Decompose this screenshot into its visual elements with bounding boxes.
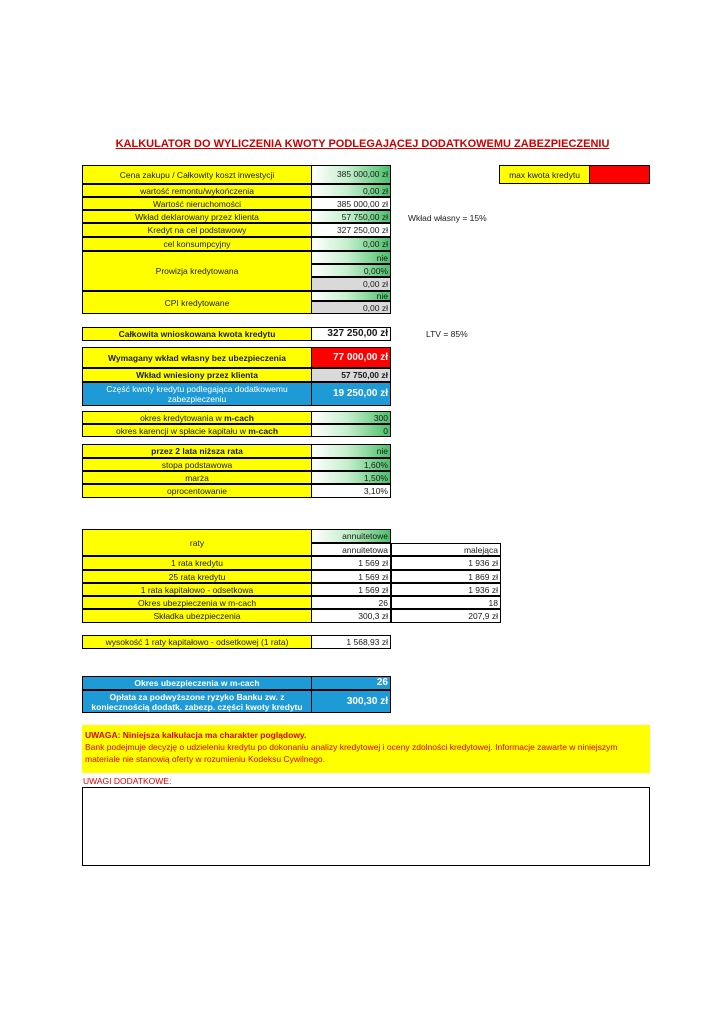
grace-period-label <box>82 424 312 437</box>
required-value: 77 000,00 zł <box>311 347 391 368</box>
insurance-fee-value: 300,30 zł <box>311 690 391 713</box>
base-credit-label: Kredyt na cel podstawowy <box>82 223 312 237</box>
renovation-value[interactable]: 0,00 zł <box>311 184 391 197</box>
total-value: 327 250,00 zł <box>311 327 391 341</box>
table-row-decreasing: 1 869 zł <box>391 570 501 583</box>
table-row-annuity: 26 <box>311 596 391 609</box>
brought-label: Wkład wniesiony przez klienta <box>82 368 312 382</box>
table-row-decreasing: 1 936 zł <box>391 583 501 596</box>
lower-installment-value[interactable]: nie <box>311 444 391 458</box>
warning-text: Bank podejmuje decyzję o udzieleniu kredytu po dokonaniu analizy kredytowej i oceny zdolności kredytowej. Informacje zawarte w niniejszym materiale nie stanowią oferty w rozumieniu Kodeksu Cywilnego. <box>85 742 618 764</box>
commission-amount: 0,00 zł <box>311 277 391 291</box>
margin-value[interactable]: 1,50% <box>311 471 391 484</box>
insured-part-value: 19 250,00 zł <box>311 382 391 406</box>
cpi-flag[interactable]: nie <box>311 291 391 301</box>
table-row-annuity: 1 569 zł <box>311 570 391 583</box>
base-rate-value[interactable]: 1,60% <box>311 458 391 471</box>
commission-percent[interactable]: 0,00% <box>311 264 391 277</box>
brought-value: 57 750,00 zł <box>311 368 391 382</box>
credit-period-label <box>82 411 312 424</box>
first-installment-label: wysokość 1 raty kapitałowo - odsetkowej (1 rata) <box>82 635 312 649</box>
table-row-label: 1 rata kapitałowo - odsetkowa <box>82 583 312 596</box>
own-contribution-value[interactable]: 57 750,00 zł <box>311 210 391 223</box>
interest-value: 3,10% <box>311 484 391 498</box>
grace-period-label-unit: m-cach <box>248 425 279 436</box>
renovation-label: wartość remontu/wykończenia <box>82 184 312 197</box>
col-annuity-header: annuitetowa <box>311 543 391 556</box>
commission-flag[interactable]: nie <box>311 251 391 264</box>
table-row-annuity: 1 569 zł <box>311 556 391 570</box>
commission-label: Prowizja kredytowana <box>82 251 312 291</box>
interest-label: oprocentowanie <box>82 484 312 498</box>
margin-label: marża <box>82 471 312 484</box>
warning-title: UWAGA: Niniejsza kalkulacja ma charakter poglądowy. <box>85 730 307 740</box>
insured-part-label: Część kwoty kredytu podlegająca dodatkowemu zabezpieczeniu <box>82 382 312 406</box>
table-row-decreasing: 18 <box>391 596 501 609</box>
own-contribution-label: Wkład deklarowany przez klienta <box>82 210 312 223</box>
total-label: Całkowita wnioskowana kwota kredytu <box>82 327 312 341</box>
insurance-period-value: 26 <box>311 676 391 690</box>
property-value: 385 000,00 zł <box>311 197 391 210</box>
table-row-label: 25 rata kredytu <box>82 570 312 583</box>
installment-type-select[interactable]: annuitetowe <box>311 529 391 543</box>
max-credit-value <box>589 165 650 184</box>
col-decreasing-header: malejąca <box>391 543 501 556</box>
table-row-label: Okres ubezpieczenia w m-cach <box>82 596 312 609</box>
insurance-period-label: Okres ubezpieczenia w m-cach <box>82 676 312 690</box>
page-title: KALKULATOR DO WYLICZENIA KWOTY PODLEGAJĄCEJ DODATKOWEMU ZABEZPIECZENIU <box>115 138 610 150</box>
table-row-decreasing: 1 936 zł <box>391 556 501 570</box>
insurance-fee-label: Opłata za podwyższone ryzyko Banku zw. z koniecznością dodatk. zabezp. części kwoty kredytu <box>82 690 312 713</box>
remarks-label: UWAGI DODATKOWE: <box>83 776 172 786</box>
table-row-label: 1 rata kredytu <box>82 556 312 570</box>
purchase-label: Cena zakupu / Całkowity koszt inwestycji <box>82 165 312 184</box>
base-rate-label: stopa podstawowa <box>82 458 312 471</box>
cpi-label: CPI kredytowane <box>82 291 312 314</box>
property-value-label: Wartość nieruchomości <box>82 197 312 210</box>
cpi-amount: 0,00 zł <box>311 301 391 314</box>
consumer-label: cel konsumpcyjny <box>82 237 312 251</box>
first-installment-value: 1 568,93 zł <box>311 635 391 649</box>
remarks-textarea[interactable] <box>82 787 650 866</box>
lower-installment-label: przez 2 lata niższa rata <box>82 444 312 458</box>
consumer-value[interactable]: 0,00 zł <box>311 237 391 251</box>
own-percent-note: Wkład własny = 15% <box>408 213 487 223</box>
credit-period-label-unit: m-cach <box>224 412 254 423</box>
base-credit-value: 327 250,00 zł <box>311 223 391 237</box>
credit-period-label-prefix: okres kredytowania w <box>140 412 222 423</box>
credit-period-value[interactable]: 300 <box>311 411 391 424</box>
table-row-label: Składka ubezpieczenia <box>82 609 312 623</box>
table-row-annuity: 300,3 zł <box>311 609 391 623</box>
required-label: Wymagany wkład własny bez ubezpieczenia <box>82 347 312 368</box>
grace-period-label-prefix: okres karencji w spłacie kapitału w <box>115 425 246 436</box>
purchase-value[interactable]: 385 000,00 zł <box>311 165 391 184</box>
installments-header-label: raty <box>82 529 312 556</box>
table-row-decreasing: 207,9 zł <box>391 609 501 623</box>
grace-period-value[interactable]: 0 <box>311 424 391 437</box>
max-credit-label: max kwota kredytu <box>499 165 590 184</box>
ltv-note: LTV = 85% <box>426 329 468 339</box>
table-row-annuity: 1 569 zł <box>311 583 391 596</box>
warning-box <box>82 725 650 773</box>
